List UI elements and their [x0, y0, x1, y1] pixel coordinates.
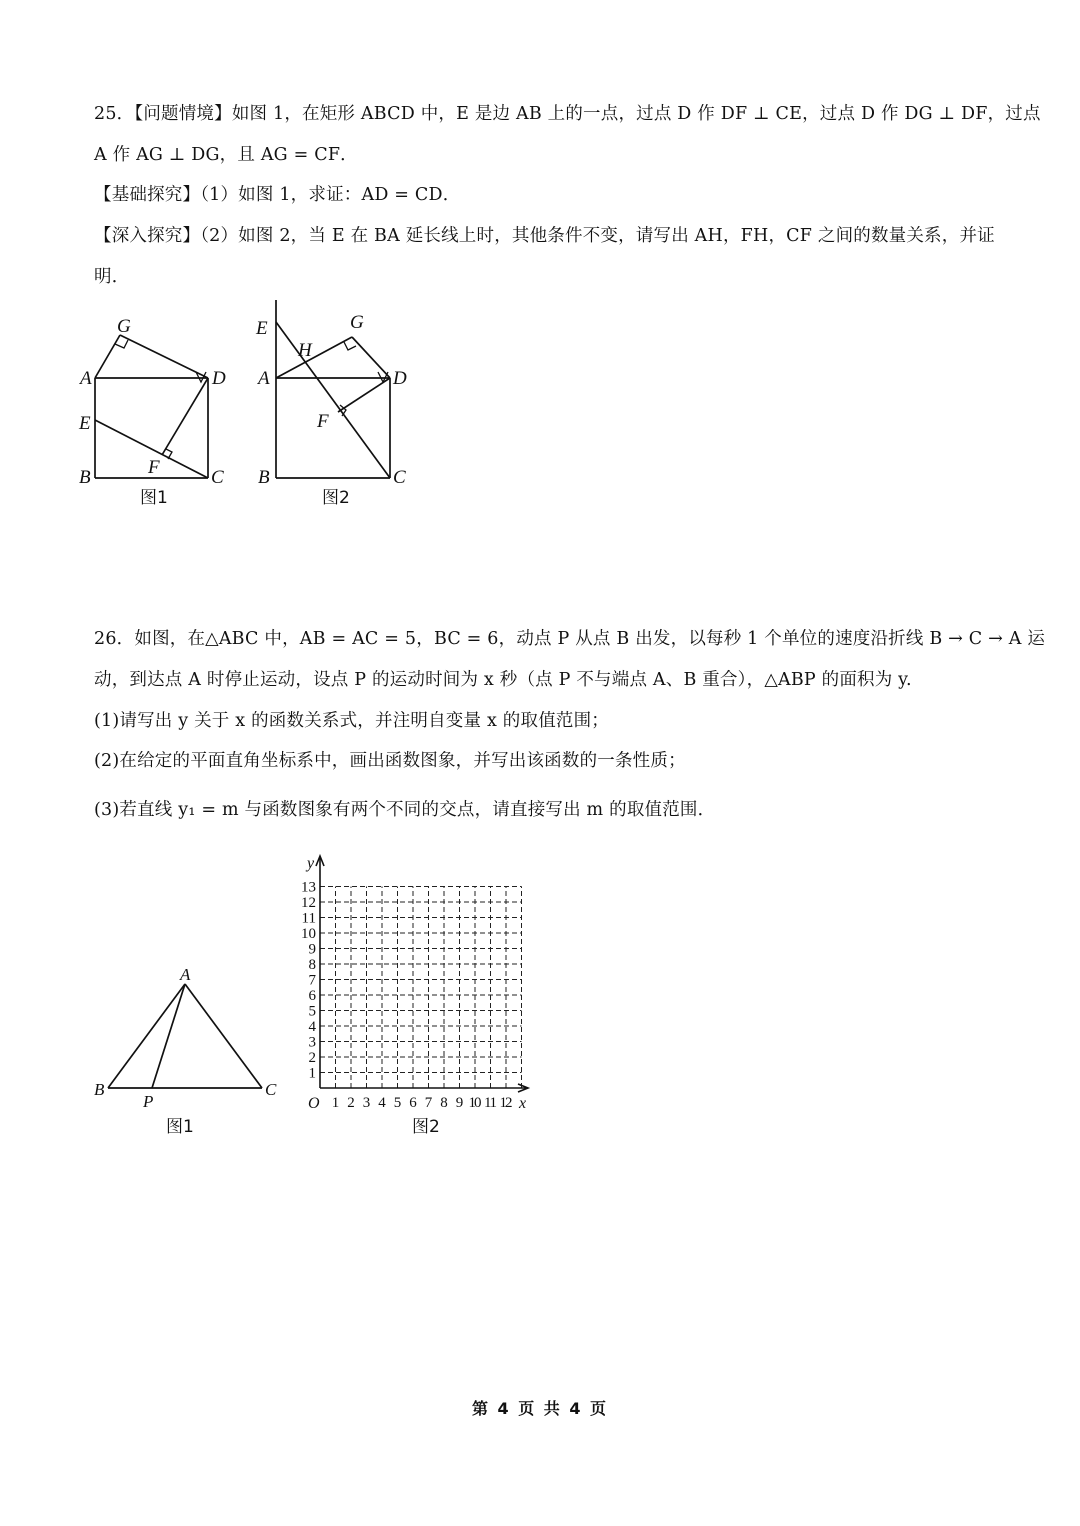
q25-figure-2: [248, 296, 428, 516]
fig1-label-C: C: [211, 467, 224, 488]
y-tick-label: 3: [308, 1034, 316, 1051]
x-tick-label: 5: [393, 1095, 402, 1111]
x-tick-label: 7: [424, 1095, 433, 1111]
x-tick-label: 1: [331, 1095, 340, 1111]
y-tick-label: 6: [308, 988, 316, 1004]
q26-line-5: (3)若直线 y₁ = m 与函数图象有两个不同的交点，请直接写出 m 的取值范围．: [94, 800, 716, 820]
x-tick-label: 3: [362, 1095, 371, 1111]
q25-fig2-caption: 图2: [322, 488, 350, 508]
x-tick-label: 8: [440, 1095, 448, 1111]
y-tick-label: 9: [308, 941, 316, 958]
q26-fig2-caption: 图2: [412, 1117, 440, 1137]
x-tick-label: 9: [455, 1095, 464, 1111]
y-tick-label: 2: [308, 1050, 316, 1066]
tri-label-C: C: [265, 1080, 277, 1099]
origin-label: O: [308, 1095, 320, 1112]
fig2-label-H: H: [298, 340, 312, 361]
fig2-label-C: C: [393, 467, 406, 488]
y-tick-label: 12: [301, 895, 316, 911]
fig2-label-G: G: [350, 312, 364, 333]
y-tick-label: 5: [308, 1003, 316, 1020]
fig2-label-E: E: [256, 318, 268, 339]
q25-line-1: [94, 102, 1041, 126]
y-tick-label: 7: [308, 972, 316, 989]
x-tick-label: 12: [499, 1095, 513, 1111]
fig2-label-B: B: [258, 467, 270, 488]
q26-figure-1: [90, 962, 290, 1142]
y-axis-label: y: [307, 855, 315, 872]
y-tick-label: 11: [301, 910, 316, 927]
x-axis-label: x: [519, 1095, 527, 1112]
q26-line-1: 26．如图，在△ABC 中，AB = AC = 5，BC = 6，动点 P 从点 B 出发，以每秒 1 个单位的速度沿折线 B → C → A 运: [94, 629, 1046, 649]
x-tick-label: 10: [468, 1095, 482, 1111]
x-tick-label: 11: [484, 1095, 497, 1111]
fig2-label-A: A: [258, 368, 270, 389]
y-tick-label: 4: [308, 1019, 316, 1035]
q25-fig1-caption: 图1: [140, 488, 168, 508]
fig2-label-D: D: [393, 368, 407, 389]
y-tick-label: 1: [308, 1065, 316, 1082]
fig1-label-F: F: [148, 457, 160, 478]
y-tick-label: 8: [308, 957, 316, 973]
tri-label-P: P: [143, 1092, 154, 1111]
x-tick-label: 2: [347, 1095, 355, 1111]
fig1-label-B: B: [79, 467, 91, 488]
q26-figure-2-grid: [290, 850, 550, 1140]
x-tick-label: 6: [409, 1095, 417, 1111]
x-tick-label: 4: [378, 1095, 386, 1111]
tri-label-B: B: [94, 1080, 105, 1099]
q25-line-4: 【深入探究】（2）如图 2，当 E 在 BA 延长线上时，其他条件不变，请写出 AH，FH，CF 之间的数量关系，并证: [94, 226, 995, 246]
fig1-label-G: G: [117, 316, 131, 337]
fig1-label-A: A: [80, 368, 92, 389]
q25-line-5: 明．: [94, 267, 130, 287]
q26-line-2: 动，到达点 A 时停止运动，设点 P 的运动时间为 x 秒（点 P 不与端点 A、B 重合），△ABP 的面积为 y.: [94, 670, 912, 690]
y-tick-label: 13: [301, 879, 316, 896]
fig1-label-E: E: [79, 413, 91, 434]
q25-number: 25．: [94, 104, 135, 124]
q26-fig1-caption: 图1: [166, 1117, 194, 1137]
fig2-label-F: F: [317, 411, 329, 432]
q25-line-2: A 作 AG ⊥ DG，且 AG = CF．: [94, 145, 358, 165]
y-tick-label: 10: [301, 926, 316, 942]
page-footer: 第 4 页 共 4 页: [471, 1399, 609, 1418]
q26-line-4: (2)在给定的平面直角坐标系中，画出函数图象，并写出该函数的一条性质；: [94, 751, 686, 771]
q25-figure-1: [70, 308, 250, 518]
q25-line-1-text: 【问题情境】如图 1，在矩形 ABCD 中，E 是边 AB 上的一点，过点 D 作 DF ⊥ CE，过点 D 作 DG ⊥ DF，过点: [134, 104, 1041, 124]
tri-label-A: A: [180, 965, 191, 984]
q25-line-3: 【基础探究】（1）如图 1，求证：AD = CD．: [94, 185, 461, 205]
fig1-label-D: D: [212, 368, 226, 389]
q26-line-3: (1)请写出 y 关于 x 的函数关系式，并注明自变量 x 的取值范围；: [94, 711, 609, 731]
